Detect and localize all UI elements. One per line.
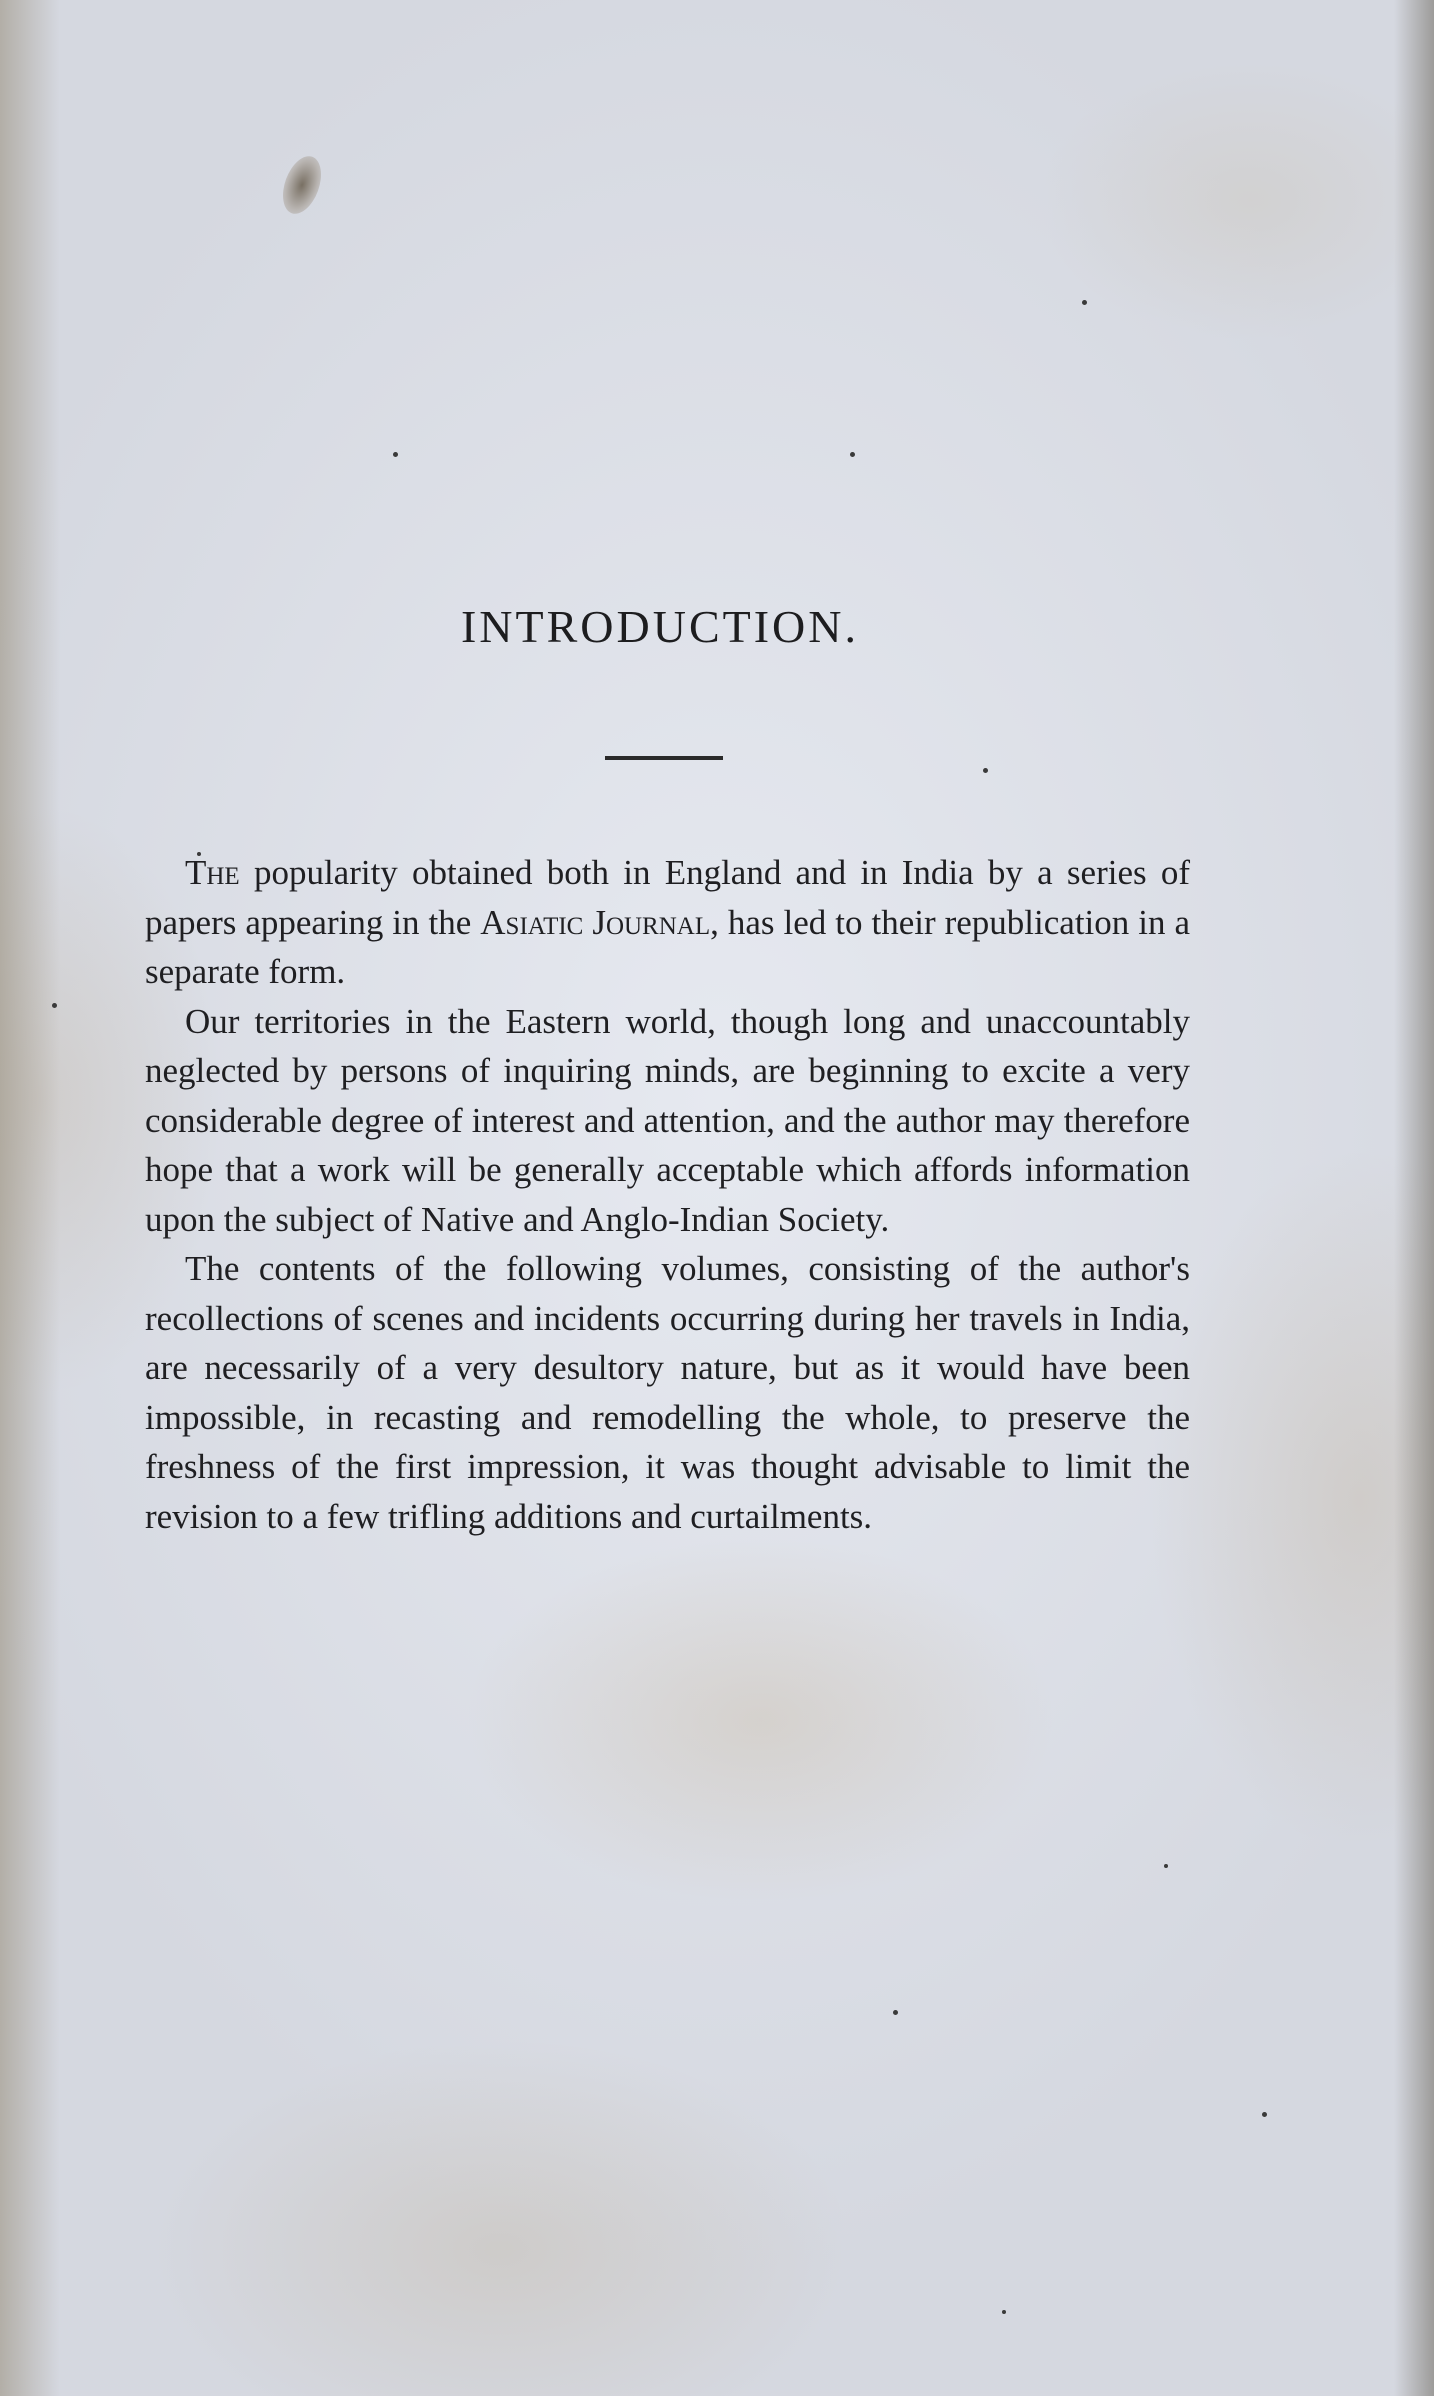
paragraph-1 bbox=[145, 848, 1190, 997]
paragraph-lead-word: The bbox=[185, 853, 240, 892]
title-rule bbox=[605, 756, 723, 760]
paper-speck bbox=[1262, 2112, 1267, 2117]
paper-speck bbox=[393, 452, 398, 457]
paragraph-3: The contents of the following volumes, consisting of the author's recollections of scenes and incidents occurring during her travels in India, are necessarily of a very desultory nature, but as it would have been impossible, in recasting and remodelling the whole, to preserve the freshness of the first impression, it was thought advisable to limit the revision to a few trifling additions and curtailments. bbox=[145, 1249, 1190, 1536]
paper-speck bbox=[893, 2010, 898, 2015]
page-edge-shadow-right bbox=[1394, 0, 1434, 2396]
journal-title: Asiatic Journal bbox=[480, 902, 711, 942]
page-title: INTRODUCTION. bbox=[460, 601, 859, 652]
ink-blot bbox=[276, 151, 328, 219]
paper-speck bbox=[1082, 300, 1087, 305]
paragraph-2: Our territories in the Eastern world, though long and unaccountably neglected by persons of inquiring minds, are beginning to excite a very considerable degree of interest and attention, and the author may therefore hope that a work will be generally acceptable which affords information upon the subject of Native and Anglo-Indian Society. bbox=[145, 1001, 1190, 1239]
paragraph-1-text-start: popularity obtained both in England and in India by a series of papers appearing in the bbox=[145, 853, 1190, 942]
paper-speck bbox=[850, 452, 855, 457]
paper-speck bbox=[1002, 2310, 1006, 2314]
paper-speck bbox=[983, 768, 988, 773]
page-edge-shadow-left bbox=[0, 0, 60, 2396]
body-text bbox=[145, 848, 1190, 1541]
paper-speck bbox=[1164, 1864, 1168, 1868]
paragraph-1-text-end: , has led to their republication in a separate form. bbox=[145, 902, 1191, 991]
paper-speck bbox=[52, 1003, 57, 1008]
